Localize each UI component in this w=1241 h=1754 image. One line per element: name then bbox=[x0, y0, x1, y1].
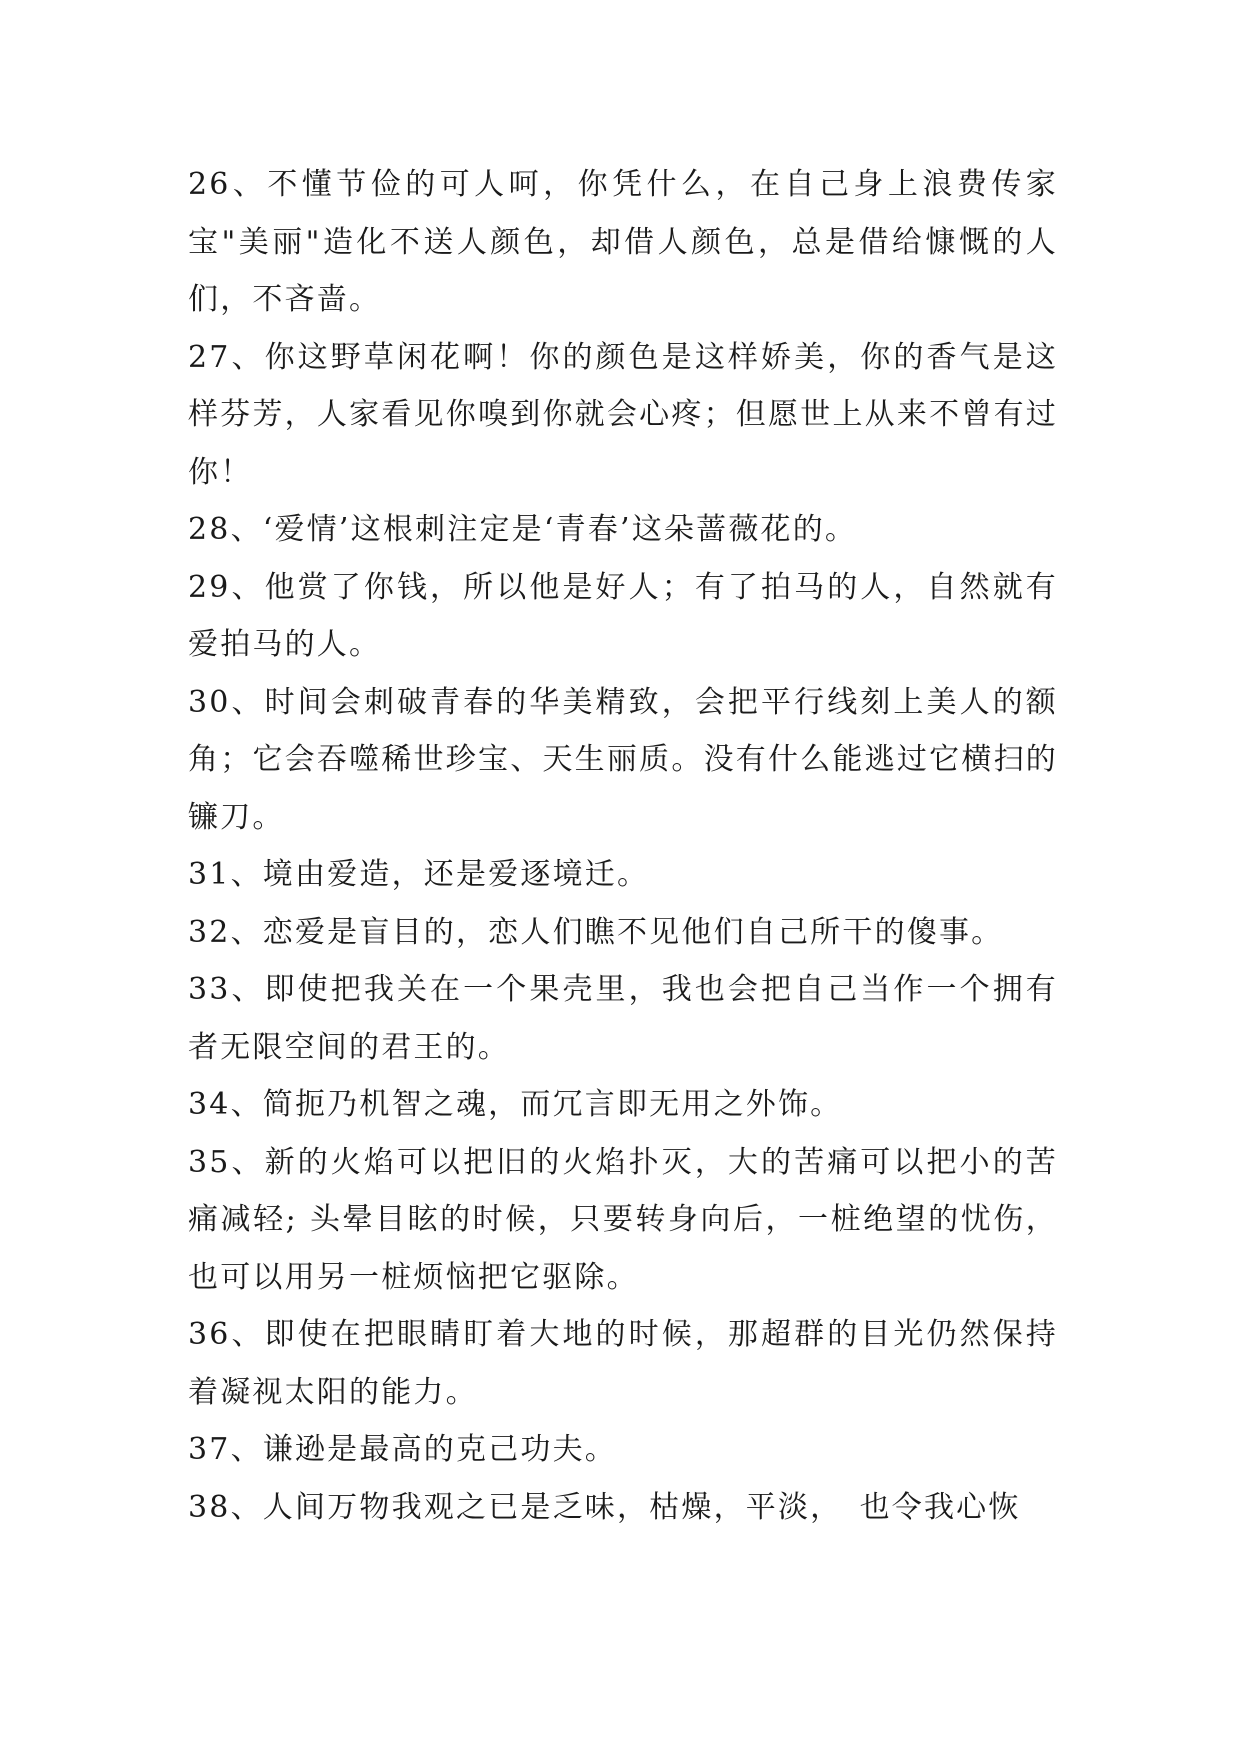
quote-paragraph-29: 29、他赏了你钱，所以他是好人；有了拍马的人，自然就有爱拍马的人。 bbox=[188, 569, 1058, 662]
quote-paragraph-37: 37、谦逊是最高的克己功夫。 bbox=[188, 1432, 617, 1467]
quote-paragraph-28: 28、‘爱情’这根刺注定是‘青春’这朵蔷薇花的。 bbox=[188, 512, 858, 547]
quote-paragraph-35: 35、新的火焰可以把旧的火焰扑灭，大的苦痛可以把小的苦痛减轻; 头晕目眩的时候，只要转身向后，一桩绝望的忧伤，也可以用另一桩烦恼把它驱除。 bbox=[188, 1144, 1058, 1295]
quote-paragraph-26: 26、不懂节俭的可人呵，你凭什么，在自己身上浪费传家宝"美丽"造化不送人颜色，却借人颜色，总是借给慷慨的人们，不吝啬。 bbox=[188, 167, 1058, 317]
quote-paragraph-33: 33、即使把我关在一个果壳里，我也会把自己当作一个拥有者无限空间的君王的。 bbox=[188, 972, 1058, 1065]
quote-paragraph-30: 30、时间会刺破青春的华美精致，会把平行线刻上美人的额角；它会吞噬稀世珍宝、天生丽质。没有什么能逃过它横扫的镰刀。 bbox=[188, 684, 1058, 835]
quote-paragraph-36: 36、即使在把眼睛盯着大地的时候，那超群的目光仍然保持着凝视太阳的能力。 bbox=[188, 1317, 1058, 1410]
document-body bbox=[188, 156, 1058, 1536]
quote-paragraph-34: 34、简扼乃机智之魂，而冗言即无用之外饰。 bbox=[188, 1087, 843, 1122]
quote-paragraph-38: 38、人间万物我观之已是乏味，枯燥，平淡， 也令我心恢 bbox=[188, 1489, 1021, 1525]
quote-paragraph-31: 31、境由爱造，还是爱逐境迁。 bbox=[188, 857, 650, 892]
quote-paragraph-32: 32、恋爱是盲目的，恋人们瞧不见他们自己所干的傻事。 bbox=[188, 914, 1004, 950]
quote-paragraph-27: 27、你这野草闲花啊！你的颜色是这样娇美，你的香气是这样芬芳，人家看见你嗅到你就会心疼；但愿世上从来不曾有过你！ bbox=[188, 339, 1058, 490]
